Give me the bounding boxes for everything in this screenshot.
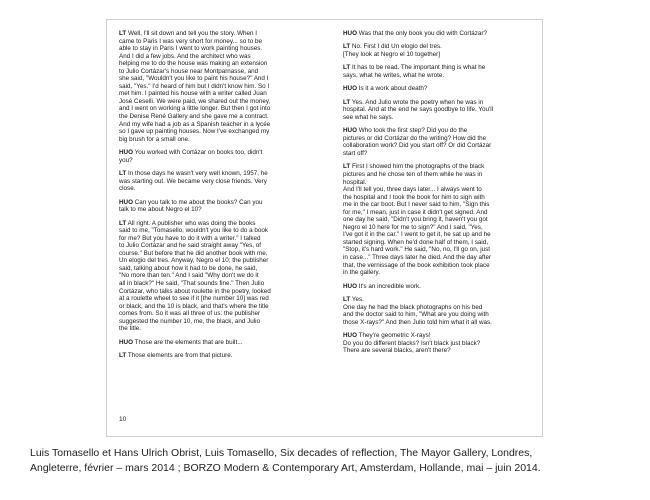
line-text: Was that the only book you did with Cortázar? xyxy=(358,30,487,37)
dialogue-line xyxy=(343,340,531,348)
line-text: to Julio Cortázar and he said straight away "Yes, of xyxy=(119,242,262,250)
line-text: collaboration work? Did you start off? Or did Cortázar xyxy=(343,142,492,150)
dialogue-line xyxy=(119,45,307,53)
dialogue-line xyxy=(119,257,307,265)
line-text: pictures or did Cortázar do the writing? How did the xyxy=(343,134,487,142)
dialogue-line xyxy=(343,319,531,327)
dialogue-paragraph xyxy=(119,149,307,164)
line-text: so I gave up painting houses. Now I've exchanged my xyxy=(119,128,270,136)
dialogue-line xyxy=(343,254,531,262)
dialogue-paragraph xyxy=(343,332,531,355)
dialogue-line xyxy=(119,227,307,235)
line-text: Who took the first step? Did you do the xyxy=(358,127,468,135)
dialogue-line xyxy=(119,220,307,228)
dialogue-line xyxy=(119,242,307,250)
line-text: said to me, "Tomasello, wouldn't you like to do a book xyxy=(119,227,269,235)
line-text: One day he had the black photographs on his bed xyxy=(343,303,483,311)
dialogue-line xyxy=(119,30,307,38)
line-text: suggested the number 10, me, the black, and Julio xyxy=(119,317,261,325)
line-text: in case..." Three days later he died. And the day after xyxy=(343,254,492,262)
line-text: talk to me about Negro el 10? xyxy=(119,206,202,214)
speaker-label: HUO xyxy=(343,282,357,290)
line-text: started signing. When he'd done half of them, I said, xyxy=(343,238,489,246)
line-text: she said, "Wouldn't you like to paint his house?" And I xyxy=(119,75,269,83)
speaker-label: LT xyxy=(343,64,351,72)
speaker-label: HUO xyxy=(119,338,133,346)
dialogue-line xyxy=(343,51,531,59)
dialogue-line xyxy=(119,83,307,91)
line-text: big brush for a small one. xyxy=(119,135,190,143)
line-text: the title. xyxy=(119,325,142,333)
speaker-label: HUO xyxy=(343,127,357,135)
dialogue-line xyxy=(119,310,307,318)
line-text: And my wife had a job as a Spanish teacher in a lycée xyxy=(119,120,271,128)
line-text: helping me to do the house was making an extension xyxy=(119,60,268,68)
dialogue-line xyxy=(343,72,531,80)
dialogue-line xyxy=(343,304,531,312)
line-text: It's an incredible work. xyxy=(358,282,421,290)
dialogue-line xyxy=(343,246,531,254)
dialogue-line xyxy=(119,121,307,129)
line-text: They're geometric X-rays! xyxy=(358,332,431,340)
dialogue-line xyxy=(343,201,531,209)
dialogue-line xyxy=(119,280,307,288)
dialogue-paragraph xyxy=(119,352,307,360)
dialogue-line xyxy=(119,157,307,165)
line-text: Those elements are from that picture. xyxy=(127,352,233,360)
dialogue-line xyxy=(119,235,307,243)
line-text: says, what he writes, what he wrote. xyxy=(343,71,445,79)
dialogue-line xyxy=(119,75,307,83)
line-text: course." But before that he did another book with me, xyxy=(119,249,268,257)
speaker-label: HUO xyxy=(343,332,357,340)
line-text: close. xyxy=(119,185,136,193)
dialogue-paragraph xyxy=(119,339,307,347)
line-text: to Julio Cortázar's house near Montparnasse, and xyxy=(119,67,259,75)
line-text: First I showed him the photographs of the black xyxy=(351,163,485,171)
dialogue-paragraph xyxy=(343,127,531,157)
line-text: José Ceselli. We were paid, we shared out the money, xyxy=(119,97,271,105)
dialogue-line xyxy=(119,352,307,360)
dialogue-line xyxy=(343,64,531,72)
line-text: comes from. So it was all three of us: the publisher xyxy=(119,310,261,318)
line-text: hospital. xyxy=(343,178,367,186)
speaker-label: LT xyxy=(343,43,351,51)
left-column xyxy=(119,30,307,366)
line-text: you? xyxy=(119,156,133,164)
dialogue-line xyxy=(119,250,307,258)
dialogue-line xyxy=(119,170,307,178)
dialogue-line xyxy=(343,311,531,319)
line-text: Is it a work about death? xyxy=(358,85,428,93)
dialogue-line xyxy=(119,38,307,46)
line-text: There are several blacks, aren't there? xyxy=(343,347,451,355)
dialogue-line xyxy=(119,60,307,68)
dialogue-line xyxy=(343,194,531,202)
dialogue-line xyxy=(343,85,531,93)
speaker-label: LT xyxy=(119,219,127,227)
dialogue-paragraph xyxy=(119,30,307,143)
right-column xyxy=(343,30,531,361)
dialogue-paragraph xyxy=(343,64,531,79)
line-text: said, "Yes." I'd heard of him but I didn't know him. So I xyxy=(119,82,270,90)
line-text: for me," I mean, just in case it didn't get signed. And xyxy=(343,208,488,216)
dialogue-line xyxy=(343,135,531,143)
dialogue-line xyxy=(343,224,531,232)
dialogue-line xyxy=(343,99,531,107)
dialogue-line xyxy=(119,90,307,98)
speaker-label: LT xyxy=(119,30,127,37)
dialogue-line xyxy=(119,98,307,106)
speaker-label: LT xyxy=(343,163,351,171)
document-page xyxy=(106,19,543,437)
line-text: You worked with Cortázar on books too, didn't xyxy=(134,149,263,157)
line-text: me in the car boot. But I never said to him, "Sign this xyxy=(343,201,490,209)
dialogue-line xyxy=(343,283,531,291)
dialogue-line xyxy=(119,113,307,121)
dialogue-paragraph xyxy=(343,296,531,326)
speaker-label: HUO xyxy=(119,149,133,157)
dialogue-line xyxy=(119,199,307,207)
line-text: Un elogio del tres. Anyway, Negro el 10; the publisher xyxy=(119,257,269,265)
dialogue-paragraph xyxy=(119,199,307,214)
dialogue-line xyxy=(119,272,307,280)
dialogue-line xyxy=(119,325,307,333)
dialogue-line xyxy=(343,216,531,224)
dialogue-line xyxy=(343,142,531,150)
dialogue-paragraph xyxy=(343,30,531,38)
dialogue-line xyxy=(343,106,531,114)
dialogue-line xyxy=(119,178,307,186)
dialogue-line xyxy=(343,163,531,171)
line-text: Cortázar, who talks about roulette in the poetry, looked xyxy=(119,287,271,295)
dialogue-line xyxy=(119,295,307,303)
speaker-label: LT xyxy=(343,295,351,303)
line-text: said, talking about how it had to be done, he said, xyxy=(119,264,258,272)
dialogue-line xyxy=(343,262,531,270)
line-text: and the doctor said to him, "What are you doing with xyxy=(343,311,489,319)
line-text: In those days he wasn't very well known, 1957, he xyxy=(127,170,268,178)
dialogue-line xyxy=(119,105,307,113)
dialogue-line xyxy=(119,339,307,347)
dialogue-line xyxy=(343,296,531,304)
dialogue-line xyxy=(343,269,531,277)
line-text: was starting out. We became very close friends. Very xyxy=(119,177,267,185)
dialogue-line xyxy=(119,206,307,214)
line-text: able to stay in Paris I went to work painting houses. xyxy=(119,45,263,53)
line-text: hospital. And at the end he says goodbye to life. You'll xyxy=(343,106,493,114)
dialogue-line xyxy=(343,43,531,51)
dialogue-line xyxy=(343,209,531,217)
dialogue-line xyxy=(343,347,531,355)
speaker-label: LT xyxy=(119,352,127,360)
dialogue-paragraph xyxy=(343,99,531,122)
dialogue-line xyxy=(343,171,531,179)
speaker-label: LT xyxy=(343,98,351,106)
dialogue-paragraph xyxy=(119,220,307,333)
line-text: all in black?" He said, "That sounds fine." Then Julio xyxy=(119,279,265,287)
dialogue-line xyxy=(343,150,531,158)
page-number: 10 xyxy=(119,416,127,423)
line-text: see what he says. xyxy=(343,113,394,121)
line-text: Do you do different blacks? Isn't black just black? xyxy=(343,339,481,347)
line-text: And I'll tell you, three days later... I always went to xyxy=(343,186,482,194)
line-text: "No more than ten." And I said "Why don't we do it xyxy=(119,272,259,280)
dialogue-line xyxy=(119,149,307,157)
dialogue-paragraph xyxy=(343,283,531,291)
line-text: No. First I did Un elogio del tres. xyxy=(351,43,442,51)
line-text: "Stop, it's hard work." He said, "No, no, I'll go on, just xyxy=(343,246,491,254)
line-text: Those are the elements that are built... xyxy=(134,338,243,346)
dialogue-line xyxy=(119,288,307,296)
dialogue-line xyxy=(343,30,531,38)
line-text: and I went on working a little longer. But then I got into xyxy=(119,105,271,113)
dialogue-line xyxy=(343,231,531,239)
dialogue-line xyxy=(119,265,307,273)
dialogue-paragraph xyxy=(343,43,531,58)
line-text: [They look at Negro el 10 together] xyxy=(343,50,440,58)
line-text: came to Paris I was very short for money... so to be xyxy=(119,37,263,45)
caption-line: Luis Tomasello et Hans Ulrich Obrist, Luis Tomasello, Six decades of reflection, The Mayor Gallery, Londres, xyxy=(30,447,533,459)
line-text: Negro el 10 here for me to sign?" And I said, "Yes, xyxy=(343,223,483,231)
speaker-label: HUO xyxy=(343,30,357,37)
line-text: Yes. And Julio wrote the poetry when he was in xyxy=(351,98,484,106)
speaker-label: HUO xyxy=(119,198,133,206)
dialogue-paragraph xyxy=(119,170,307,193)
line-text: Well, I'll sit down and tell you the story. When I xyxy=(127,30,258,37)
dialogue-line xyxy=(343,186,531,194)
dialogue-line xyxy=(343,239,531,247)
caption-line: Angleterre, février – mars 2014 ; BORZO Modern & Contemporary Art, Amsterdam, Hollande, mai – juin 2014. xyxy=(30,461,541,474)
dialogue-line xyxy=(119,303,307,311)
dialogue-line xyxy=(119,136,307,144)
image-caption xyxy=(30,446,630,475)
dialogue-line xyxy=(119,185,307,193)
line-text: met him. I painted his house with a writer called Juan xyxy=(119,90,267,98)
line-text: at a roulette wheel to see if it [the number 10] was red xyxy=(119,295,269,303)
dialogue-line xyxy=(343,114,531,122)
line-text: And I did a few jobs. And the architect who was xyxy=(119,52,251,60)
line-text: those X-rays?" And then Julio told him what it all was. xyxy=(343,318,492,326)
line-text: pictures and he chose ten of them while he was in xyxy=(343,171,483,178)
line-text: All right. A publisher who was doing the books xyxy=(127,219,256,227)
line-text: one day he said, "Didn't you bring it, haven't you got xyxy=(343,216,488,224)
dialogue-line xyxy=(119,318,307,326)
speaker-label: LT xyxy=(119,170,127,178)
dialogue-line xyxy=(119,53,307,61)
dialogue-paragraph xyxy=(343,163,531,276)
line-text: I've got it in the car." I went to get it, he sat up and he xyxy=(343,231,491,239)
line-text: in the gallery. xyxy=(343,269,380,277)
dialogue-line xyxy=(343,332,531,340)
dialogue-paragraph xyxy=(343,85,531,93)
line-text: that, the vernissage of the book exhibition took place xyxy=(343,261,490,269)
line-text: It has to be read. The important thing is what he xyxy=(351,64,486,72)
speaker-label: HUO xyxy=(343,85,357,93)
dialogue-line xyxy=(343,127,531,135)
line-text: Yes. xyxy=(351,295,364,303)
line-text: or black, and the 10 is black, and that's where the title xyxy=(119,302,269,310)
dialogue-line xyxy=(119,128,307,136)
line-text: the hospital and I took the book for him to sign with xyxy=(343,193,485,201)
line-text: Can you talk to me about the books? Can you xyxy=(134,198,263,206)
line-text: the Denise René Gallery and she gave me a contract. xyxy=(119,113,269,121)
line-text: for me? But you have to do it with a writer." I talked xyxy=(119,234,261,242)
line-text: start off? xyxy=(343,150,368,158)
dialogue-line xyxy=(119,68,307,76)
dialogue-line xyxy=(343,179,531,187)
